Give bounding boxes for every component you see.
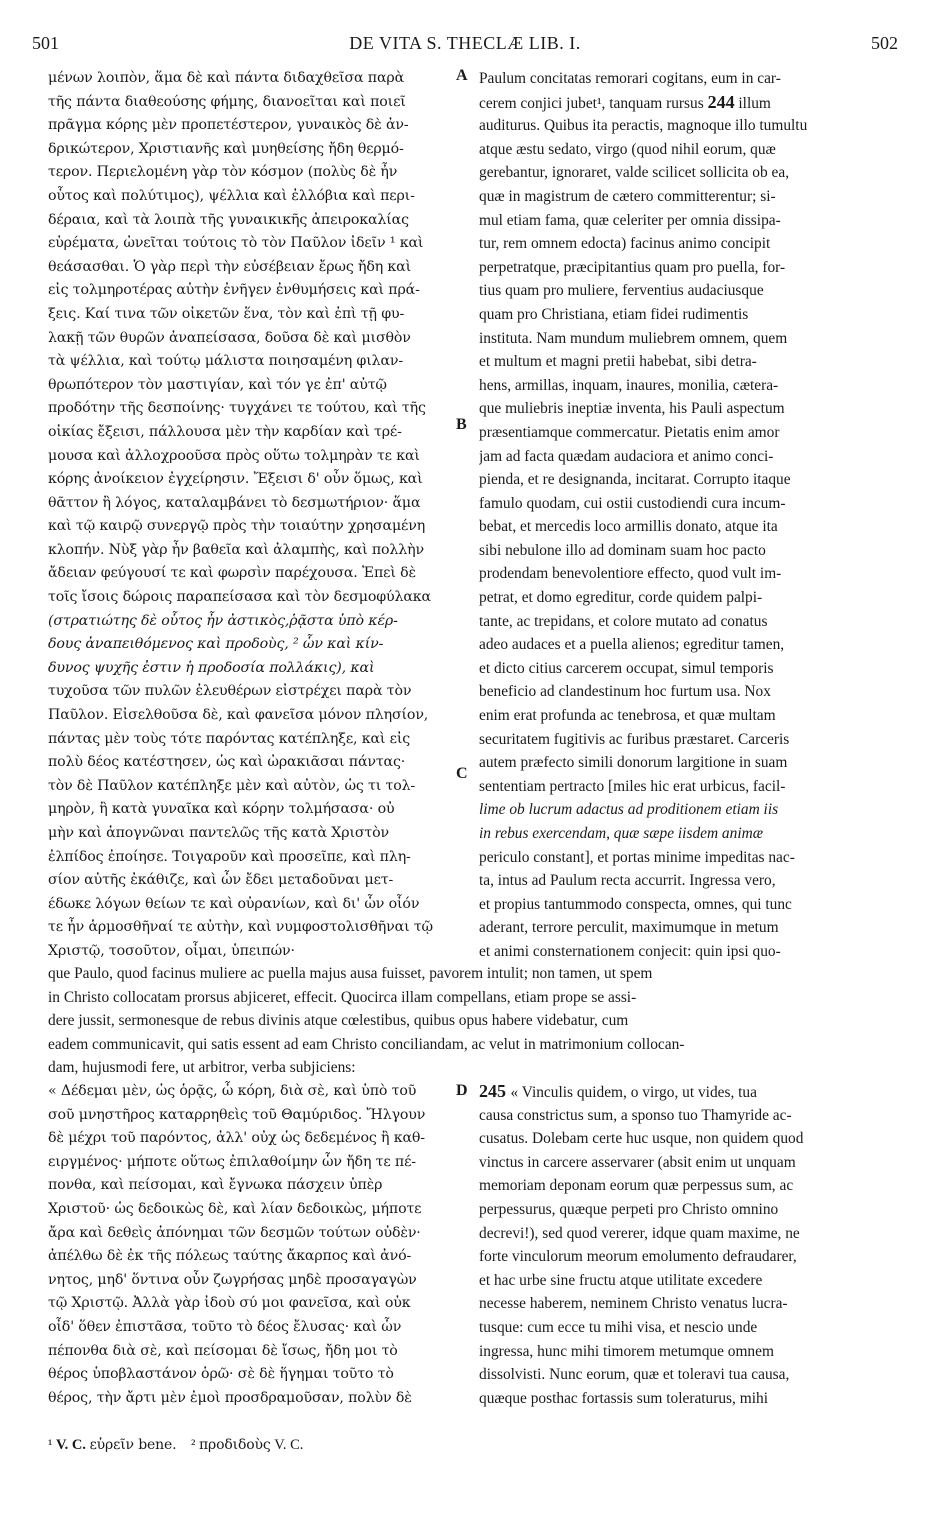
latin-top-line: in rebus exercendam, quæ sæpe iisdem animæ xyxy=(479,825,763,842)
latin-top-line: instituta. Nam mundum muliebrem omnem, quem xyxy=(479,329,788,347)
greek-top-line: τε ἦν ἁρμοσθῆναί τε αὐτὴν, καὶ νυμφοστολισθῆναι τῷ xyxy=(48,919,433,936)
greek-top-line: ξεις. Καί τινα τῶν οἰκετῶν ἕνα, τὸν καὶ ἐπὶ τῇ φυ- xyxy=(48,305,405,322)
footnote-2-word: προδιδοὺς xyxy=(198,1437,271,1453)
latin-bottom-line: 245 « Vinculis quidem, o virgo, ut vides, tua xyxy=(479,1081,757,1101)
greek-top-line: δρικώτερον, Χριστιανῆς καὶ μυηθείσης ἤδη θερμό- xyxy=(48,140,404,157)
greek-top-line: μηρὸν, ἢ κατὰ γυναῖκα καὶ κόρην τολμήσασα· οὐ xyxy=(48,801,395,818)
footnote-1-source: V. C. xyxy=(55,1437,86,1453)
greek-top-line: κλοπήν. Νὺξ γὰρ ἦν βαθεῖα καὶ ἀλαμπὴς, καὶ πολλὴν xyxy=(48,541,424,558)
greek-top-line: πρᾶγμα κόρης μὲν προπετέστερον, γυναικὸς δὲ ἀν- xyxy=(48,117,409,134)
footnote-1-text: εὑρεῖν bene. xyxy=(89,1437,177,1453)
greek-top-line: δυνος ψυχῆς ἐστιν ἡ προδοσία πολλάκις), καὶ xyxy=(48,659,375,676)
latin-top-line: aderant, terrore perculit, maximumque in metum xyxy=(479,919,779,937)
greek-top-line: ἄδειαν φεύγουσί τε καὶ φωρσὶν παρέχουσα. Ἐπεὶ δὲ xyxy=(48,565,416,582)
latin-full-line: dam, hujusmodi fere, ut arbitror, verba subjiciens: xyxy=(48,1059,356,1077)
greek-bottom-line: ἄρα καὶ δεθεὶς ἀπόνημαι τῶν δεσμῶν τούτων οὐδὲν· xyxy=(48,1224,421,1241)
latin-top-line: sententiam pertracto [miles hic erat urbicus, facil- xyxy=(479,777,786,795)
greek-bottom-line: σοῦ μνηστῆρος καταρρηθεὶς τοῦ Θαμύριδος. Ἤλγουν xyxy=(48,1106,426,1123)
latin-top-line: periculo constant], et portas minime impeditas nac- xyxy=(479,848,795,866)
latin-bottom-line: perpessurus, quæque perpeti pro Christo omnino xyxy=(479,1200,779,1218)
greek-top-line: λακῇ τῶν θυρῶν ἀναπείσασα, δοῦσα δὲ καὶ μισθὸν xyxy=(48,329,411,346)
latin-top-line: ta, intus ad Paulum recta accurrit. Ingressa vero, xyxy=(479,872,776,890)
latin-top-line: Paulum concitatas remorari cogitans, eum in car- xyxy=(479,70,781,87)
greek-column-bottom xyxy=(48,1080,460,1410)
latin-top-line: securitatem fugitivis ac furibus præstaret. Carceris xyxy=(479,730,790,748)
latin-top-line: mul etiam fama, quæ celeriter per omnia dissipa- xyxy=(479,211,781,229)
greek-bottom-line: Χριστοῦ· ὡς δεδοικὼς δὲ, καὶ λίαν δεδοικὼς, μήποτε xyxy=(48,1200,422,1217)
latin-full-line: in Christo collocatam prorsus abjiceret, effecit. Quocirca illam compellans, etiam prope se assi- xyxy=(48,988,637,1006)
greek-top-line: τερον. Περιελομένη γὰρ τὸν κόσμον (πολὺς δὲ ἦν xyxy=(48,164,398,181)
greek-top-line: μουσα καὶ ἀλλοχροοῦσα πρὸς οὕτω τολμηρὰν τε καὶ xyxy=(48,447,420,464)
latin-top-line: petrat, et domo egreditur, corde quidem palpi- xyxy=(479,589,763,607)
greek-top-line: θεάσασθαι. Ὁ γὰρ περὶ τὴν εὐσέβειαν ἔρως ἤδη καὶ xyxy=(48,258,411,275)
latin-bottom-line: vinctus in carcere asservarer (absit enim ut unquam xyxy=(479,1153,796,1171)
latin-column-top xyxy=(479,67,899,964)
greek-top-line: τῆς πάντα διαθεούσης φήμης, διανοεῖται καὶ ποιεῖ xyxy=(48,93,406,110)
latin-top-line: quæ in magistrum de cætero committerentur; si- xyxy=(479,187,776,205)
latin-full-line: eadem communicavit, qui satis essent ad eam Christo conciliandam, ac velut in matrimonium collocan- xyxy=(48,1035,685,1053)
footnote-1-number: ¹ xyxy=(48,1437,53,1453)
column-number-244: 244 xyxy=(707,91,735,112)
greek-bottom-line: θέρος ὑποβλαστάνον ὁρῶ· σὲ δὲ ἥγημαι τοῦτο τὸ xyxy=(48,1366,394,1383)
latin-top-line: tius quam pro muliere, ferventius audaciusque xyxy=(479,282,764,300)
latin-top-line: et propius tantummodo conspecta, omnes, qui tunc xyxy=(479,895,792,913)
latin-column-bottom xyxy=(479,1080,899,1410)
greek-top-line: έδωκε λόγων θείων τε καὶ οὐρανίων, καὶ δι' ὧν οἷόν xyxy=(48,895,420,912)
latin-bottom-line: forte vinculorum meorum emolumento defraudarer, xyxy=(479,1248,797,1266)
latin-top-line: pienda, et re designanda, incitarat. Corrupto itaque xyxy=(479,471,791,489)
latin-bottom-line: cusatus. Dolebam certe huc usque, non quidem quod xyxy=(479,1130,804,1148)
column-number-245: 245 xyxy=(479,1081,511,1101)
greek-top-line: μὴν καὶ ἀπογνῶναι παντελῶς τῆς κατὰ Χριστὸν xyxy=(48,825,389,841)
footnote-2-number: ² xyxy=(190,1437,196,1453)
latin-bottom-line: memoriam deponam eorum quæ perpessus sum, ac xyxy=(479,1177,794,1195)
greek-column-top xyxy=(48,67,460,964)
latin-top-line: tante, ac trepidans, et colore mutato ad conatus xyxy=(479,612,768,630)
latin-bottom-line: et hac urbe sine fructu atque utilitate excedere xyxy=(479,1271,763,1289)
latin-top-line: famulo quodam, cui ostii custodiendi cura incum- xyxy=(479,494,786,512)
latin-full-line: dere jussit, sermonesque de rebus divinis atque cœlestibus, quibus opus habere videbatur, cum xyxy=(48,1012,629,1030)
greek-top-line: δους ἀναπειθόμενος καὶ προδοὺς, ² ὧν καὶ κίν- xyxy=(48,636,384,653)
latin-top-line: et multum et magni pretii habebat, sibi detra- xyxy=(479,353,757,371)
latin-top-line: sibi nebulone illo ad dominam suam hoc pacto xyxy=(479,541,766,559)
latin-top-line: et animi consternationem conjecit: quin ipsi quo- xyxy=(479,942,781,960)
latin-top-line: tur, rem omnem edocta) facinus animo concipit xyxy=(479,235,771,253)
greek-top-line: Χριστῷ, τοσοῦτον, οἶμαι, ὑπειπών· xyxy=(48,942,295,959)
latin-bottom-line: necesse haberem, neminem Christo venatus lucra- xyxy=(479,1295,788,1313)
greek-top-line: Παῦλον. Εἰσελθοῦσα δὲ, καὶ φανεῖσα μόνον πλησίον, xyxy=(48,707,429,724)
greek-top-line: πολὺ δέος κατέστησεν, ὡς καὶ ὠρακιᾶσαι πάντας· xyxy=(48,754,406,771)
greek-bottom-line: δὲ μέχρι τοῦ παρόντος, ἀλλ' οὐχ ὡς δεδεμένος ἢ καθ- xyxy=(48,1130,425,1147)
greek-bottom-line: πονθα, καὶ πείσομαι, καὶ ἔγνωκα πάσχειν ὑπὲρ xyxy=(48,1177,383,1194)
latin-top-line: et dicto citius carcerem occupat, simul temporis xyxy=(479,659,774,677)
latin-bottom-line: quæque posthac fortassis sum toleraturus, mihi xyxy=(479,1389,768,1407)
greek-bottom-line: οἶδ' ὅθεν ἐπιστᾶσα, τοῦτο τὸ δέος ἔλυσας· καὶ ὧν xyxy=(48,1318,402,1335)
greek-top-line: τὰ ψέλλια, καὶ τούτῳ μάλιστα ποιησαμένη φιλαν- xyxy=(48,353,403,370)
margin-marker-d: D xyxy=(456,1082,468,1099)
latin-top-line: præsentiamque commercatur. Pietatis enim amor xyxy=(479,423,780,441)
greek-bottom-line: ἀπέλθω δὲ ἐκ τῆς πόλεως ταύτης ἄκαρπος καὶ ἀνό- xyxy=(48,1248,412,1265)
greek-top-line: (στρατιώτης δὲ οὗτος ἦν ἀστικὸς,ῥᾷστα ὑπὸ κέρ- xyxy=(48,612,398,629)
latin-top-line: quam pro Christiana, etiam fidei rudimentis xyxy=(479,305,749,323)
footnotes xyxy=(48,1437,548,1454)
greek-bottom-line: νητος, μηδ' ὅντινα οὖν ζωγρήσας μηδὲ προσαγαγὼν xyxy=(48,1271,417,1288)
page-number-right: 502 xyxy=(871,33,898,53)
greek-bottom-line: θέρος, τὴν ἄρτι μὲν ἐμοὶ προσδραμοῦσαν, πολὺν δὲ xyxy=(48,1389,412,1406)
running-header xyxy=(32,33,898,61)
greek-top-line: θᾶττον ἢ λόγος, καταλαμβάνει τὸ δεσμωτήριον· ἅμα xyxy=(48,494,421,511)
page-number-left: 501 xyxy=(32,33,59,53)
latin-full-line: que Paulo, quod facinus muliere ac puella majus ausa fuisset, pavorem intulit; non tamen, ut spem xyxy=(48,965,653,982)
greek-top-line: τυχοῦσα τῶν πυλῶν ἐλευθέρων εἰστρέχει παρὰ τὸν xyxy=(48,683,412,700)
latin-top-line: que muliebris ineptiæ inventa, his Pauli aspectum xyxy=(479,400,785,418)
latin-top-line: prodendam benevolentiore effecto, quod vult im- xyxy=(479,565,782,583)
latin-top-line: adeo audaces et a puella alienos; egreditur tamen, xyxy=(479,636,785,654)
latin-top-line: cerem conjici jubet¹, tanquam rursus 244 illum xyxy=(479,91,771,112)
greek-top-line: προδότην τῆς δεσποίνης· τυγχάνει τε τούτου, καὶ τῆς xyxy=(48,400,426,417)
greek-top-line: κόρης ἀνοίκειον ἐγχείρησιν. Ἔξεισι δ' οὖν ὅμως, καὶ xyxy=(48,471,423,488)
footnote-2-source: V. C. xyxy=(274,1437,304,1453)
greek-top-line: εἰς τολμηροτέρας αὐτὴν ἐνῆγεν ἐνθυμήσεις καὶ πρά- xyxy=(48,282,420,299)
latin-bottom-line: decrevi!), sed quod vererer, idque quam maxime, ne xyxy=(479,1224,800,1242)
greek-bottom-line: ειργμένος· μήποτε οὕτως ἐπιλαθοίμην ὧν ἤδη τε πέ- xyxy=(48,1153,416,1170)
margin-marker-a: A xyxy=(456,67,468,84)
latin-top-line: bebat, et mercedis loco armillis donato, atque ita xyxy=(479,518,778,536)
latin-top-line: jam ad facta quædam audaciora et animo conci- xyxy=(479,447,774,465)
latin-bottom-line: dissolvisti. Nunc eorum, quæ et toleravi tua causa, xyxy=(479,1366,790,1384)
latin-top-line: hens, armillas, inquam, inaures, monilia, cætera- xyxy=(479,376,779,394)
greek-top-line: μένων λοιπὸν, ἅμα δὲ καὶ πάντα διδαχθεῖσα παρὰ xyxy=(48,70,405,86)
greek-top-line: καὶ τῷ καιρῷ συνεργῷ πρὸς τὴν τοιαύτην χρησαμένη xyxy=(48,518,426,535)
greek-top-line: πάντας μὲν τοὺς τότε παρόντας κατέπληξε, καὶ εἰς xyxy=(48,730,411,747)
greek-top-line: εὑρέματα, ὠνεῖται τούτοις τὸ τὸν Παῦλον ἰδεῖν ¹ καὶ xyxy=(48,235,424,252)
margin-marker-b: B xyxy=(456,416,467,433)
greek-top-line: ἐλπίδος ἐποίησε. Τοιγαροῦν καὶ προσεῖπε, καὶ πλη- xyxy=(48,848,411,865)
greek-bottom-line: πέπονθα διὰ σὲ, καὶ πείσομαι δὲ ἴσως, ἤδη μοι τὸ xyxy=(48,1342,398,1359)
latin-bottom-line: tusque: cum ecce tu mihi visa, et nescio unde xyxy=(479,1318,758,1336)
latin-bottom-line: causa constrictus sum, a sponso tuo Thamyride ac- xyxy=(479,1106,792,1124)
latin-top-line: auditurus. Quibus ita peractis, magnoque illo tumultu xyxy=(479,117,808,135)
greek-bottom-line: τῷ Χριστῷ. Ἀλλὰ γὰρ ἰδοὺ σύ μοι φανεῖσα, καὶ οὐκ xyxy=(48,1295,411,1312)
latin-top-line: beneficio ad clandestinum hoc furtum usa. Nox xyxy=(479,683,771,701)
greek-top-line: σίον αὐτῆς ἐκάθιζε, καὶ ὧν ἔδει μεταδοῦναι μετ- xyxy=(48,872,394,889)
greek-top-line: δέραια, καὶ τὰ λοιπὰ τῆς γυναικικῆς ἀπειροκαλίας xyxy=(48,211,409,228)
latin-top-line: gerebantur, ignoraret, valde scilicet sollicita ob ea, xyxy=(479,164,790,182)
greek-top-line: θρωπότερον τὸν μαστιγίαν, καὶ τόν γε ἐπ' αὐτῷ xyxy=(48,376,387,393)
latin-bottom-line: ingressa, hunc mihi timorem metumque omnem xyxy=(479,1342,774,1360)
greek-top-line: οὗτος καὶ πολύτιμος), ψέλλια καὶ ἐλλόβια καὶ περι- xyxy=(48,187,415,204)
running-title: DE VITA S. THECLÆ LIB. I. xyxy=(349,33,581,53)
latin-top-line: perpetratque, præcipitantius quam pro puella, for- xyxy=(479,258,786,276)
latin-full-width xyxy=(48,962,898,1080)
latin-top-line: lime ob lucrum adactus ad proditionem etiam iis xyxy=(479,801,779,819)
greek-top-line: οἰκίας ἔξεισι, πάλλουσα μὲν τὴν καρδίαν καὶ τρέ- xyxy=(48,423,402,440)
latin-top-line: enim erat profunda ac tenebrosa, et quæ multam xyxy=(479,707,776,725)
greek-bottom-line: « Δέδεμαι μὲν, ὡς ὁρᾷς, ὦ κόρη, διὰ σὲ, καὶ ὑπὸ τοῦ xyxy=(48,1083,417,1099)
latin-top-line: atque æstu sedato, virgo (quod nihil eorum, quæ xyxy=(479,140,776,158)
greek-top-line: τὸν δὲ Παῦλον κατέπληξε μὲν καὶ αὐτὸν, ὡς τι τολ- xyxy=(48,777,416,794)
greek-top-line: τοῖς ἴσοις δώροις παραπείσασα καὶ τὸν δεσμοφύλακα xyxy=(48,589,431,606)
latin-top-line: autem præfecto simili donorum largitione in suam xyxy=(479,754,788,772)
margin-marker-c: C xyxy=(456,765,468,782)
